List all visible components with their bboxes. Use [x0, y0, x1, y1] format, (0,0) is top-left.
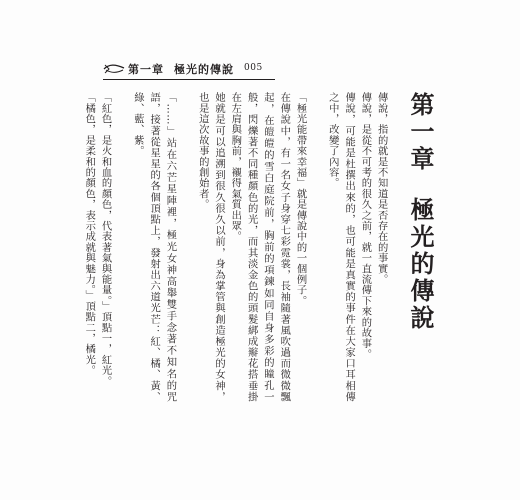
paragraph: 在傳說中，有一名女子身穿七彩霓裳，長袖隨著風吹過而微微飄起，在皚皚的雪白庭院前，胸前的項鍊如同自身多彩的瞳孔一般，閃爍著不同種顏色的光，而其淡金色的頭髮綁成辮花搭垂掛在左肩與胸前，襯得氣質出眾。 [229, 92, 291, 402]
paragraph: 「紅色，是火和血的顏色，代表著氣與能量。」頂點一，紅光。 [99, 92, 112, 387]
chapter-heading [406, 92, 435, 402]
paragraph: 傳說，指的就是不知道是否存在的事實。 [375, 92, 388, 285]
paragraph: 「極光能帶來幸福」就是傳說中的一個例子。 [294, 92, 307, 306]
paragraph: 傳說，是從不可考的很久之前，就一直流傳下來的故事。 [359, 92, 372, 360]
paragraph: 她就是可以追溯到很久很久以前，身為掌管與創造極光的女神，也是這次故事的創始者。 [196, 92, 226, 402]
running-head-chapter-title: 極光的傳說 [174, 63, 234, 76]
chapter-title: 極光的傳說 [406, 197, 435, 332]
running-head-title [128, 61, 244, 77]
page-number: 005 [244, 63, 263, 73]
header-rule [103, 79, 275, 80]
running-head-chapter: 第一章 [128, 63, 164, 76]
leaf-ornament-icon [103, 62, 125, 76]
chapter-number: 第一章 [406, 92, 435, 173]
paragraph: 「橘色，是柔和的顏色，表示成就與魅力。」頂點二，橘光。 [83, 92, 96, 376]
paragraph: 「……」站在六芒星陣裡，極光女神高舉雙手念著不知名的咒語，接著從星星的各個頂點上，發射出六道光芒：紅、橘、黃、綠、藍、紫。 [131, 92, 177, 402]
body-text [83, 92, 435, 402]
running-header [0, 26, 520, 76]
paragraph: 傳說，可能是杜撰出來的，也可能是真實的事件在大家口耳相傳之中，改變了內容。 [326, 92, 356, 402]
